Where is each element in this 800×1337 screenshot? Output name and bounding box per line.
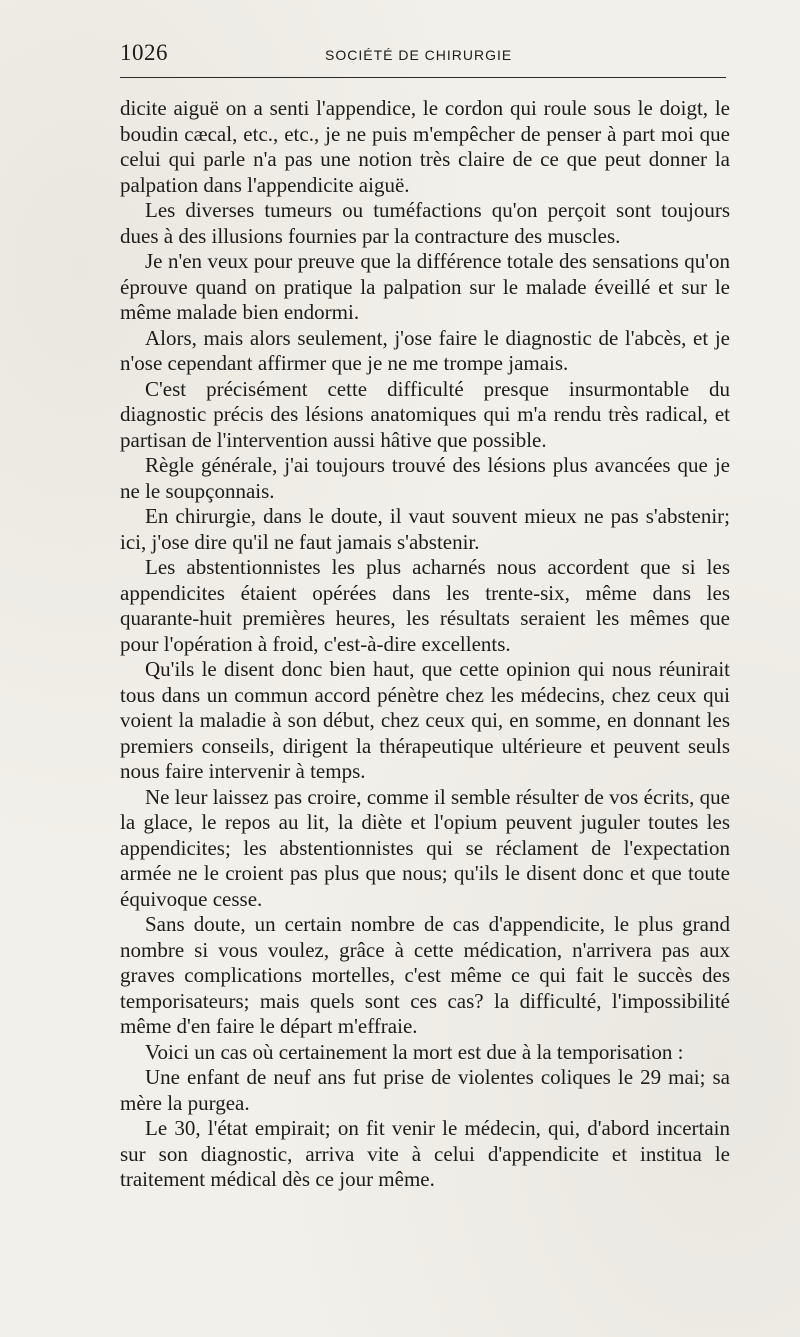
paragraph: En chirurgie, dans le doute, il vaut souvent mieux ne pas s'abstenir; ici, j'ose dire qu'il ne faut jamais s'abstenir. bbox=[120, 504, 730, 554]
paragraph-continued: dicite aiguë on a senti l'appendice, le cordon qui roule sous le doigt, le boudin cæcal, etc., etc., je ne puis m'empêcher de penser à part moi que celui qui parle n'a pas une notion très claire de ce que peut donner la palpation dans l'appendicite aiguë. bbox=[120, 96, 730, 197]
paragraph: Qu'ils le disent donc bien haut, que cette opinion qui nous réunirait tous dans un commun accord pénètre chez les médecins, chez ceux qui voient la maladie à son début, chez ceux qui, en somme, en donnant les premiers conseils, dirigent la thérapeutique ultérieure et peuvent seuls nous faire intervenir à temps. bbox=[120, 657, 730, 783]
paragraph: Les diverses tumeurs ou tuméfactions qu'on perçoit sont toujours dues à des illusions fournies par la contracture des muscles. bbox=[120, 198, 730, 248]
page-number: 1026 bbox=[120, 40, 168, 65]
paragraph: Voici un cas où certainement la mort est due à la temporisation : bbox=[145, 1039, 684, 1064]
paragraph: Sans doute, un certain nombre de cas d'appendicite, le plus grand nombre si vous voulez, grâce à cette médication, n'arrivera pas aux graves complications mortelles, c'est même ce qui fait le succès des temporisateurs; mais quels sont ces cas? la difficulté, l'impossibilité même d'en faire le départ m'effraie. bbox=[120, 912, 730, 1038]
paragraph: Ne leur laissez pas croire, comme il semble résulter de vos écrits, que la glace, le repos au lit, la diète et l'opium peuvent juguler toutes les appendicites; les abstentionnistes qui se réclament de l'expectation armée ne le croient pas plus que nous; qu'ils le disent donc et que toute équivoque cesse. bbox=[120, 784, 730, 911]
paragraph: C'est précisément cette difficulté presque insurmontable du diagnostic précis des lésions anatomiques qui m'a rendu très radical, et partisan de l'intervention aussi hâtive que possible. bbox=[120, 376, 730, 452]
paragraph: Alors, mais alors seulement, j'ose faire le diagnostic de l'abcès, et je n'ose cependant affirmer que je ne me trompe jamais. bbox=[120, 325, 730, 375]
paragraph: Une enfant de neuf ans fut prise de violentes coliques le 29 mai; sa mère la purgea. bbox=[120, 1065, 730, 1115]
header-rule bbox=[120, 77, 726, 78]
page-header bbox=[120, 40, 725, 72]
paragraph: Les abstentionnistes les plus acharnés nous accordent que si les appendicites étaient opérées dans les trente-six, même dans les quarante-huit premières heures, les résultats seraient les mêmes que pour l'opération à froid, c'est-à-dire excellents. bbox=[120, 555, 730, 656]
paragraph: Le 30, l'état empirait; on fit venir le médecin, qui, d'abord incertain sur son diagnostic, arriva vite à celui d'appendicite et institua le traitement médical dès ce jour même. bbox=[120, 1116, 730, 1191]
paragraph: Règle générale, j'ai toujours trouvé des lésions plus avancées que je ne le soupçonnais. bbox=[120, 453, 730, 503]
running-title: SOCIÉTÉ DE CHIRURGIE bbox=[325, 47, 513, 63]
paragraph: Je n'en veux pour preuve que la différence totale des sensations qu'on éprouve quand on pratique la palpation sur le malade éveillé et sur le même malade bien endormi. bbox=[120, 249, 730, 324]
body-text bbox=[120, 96, 730, 1193]
